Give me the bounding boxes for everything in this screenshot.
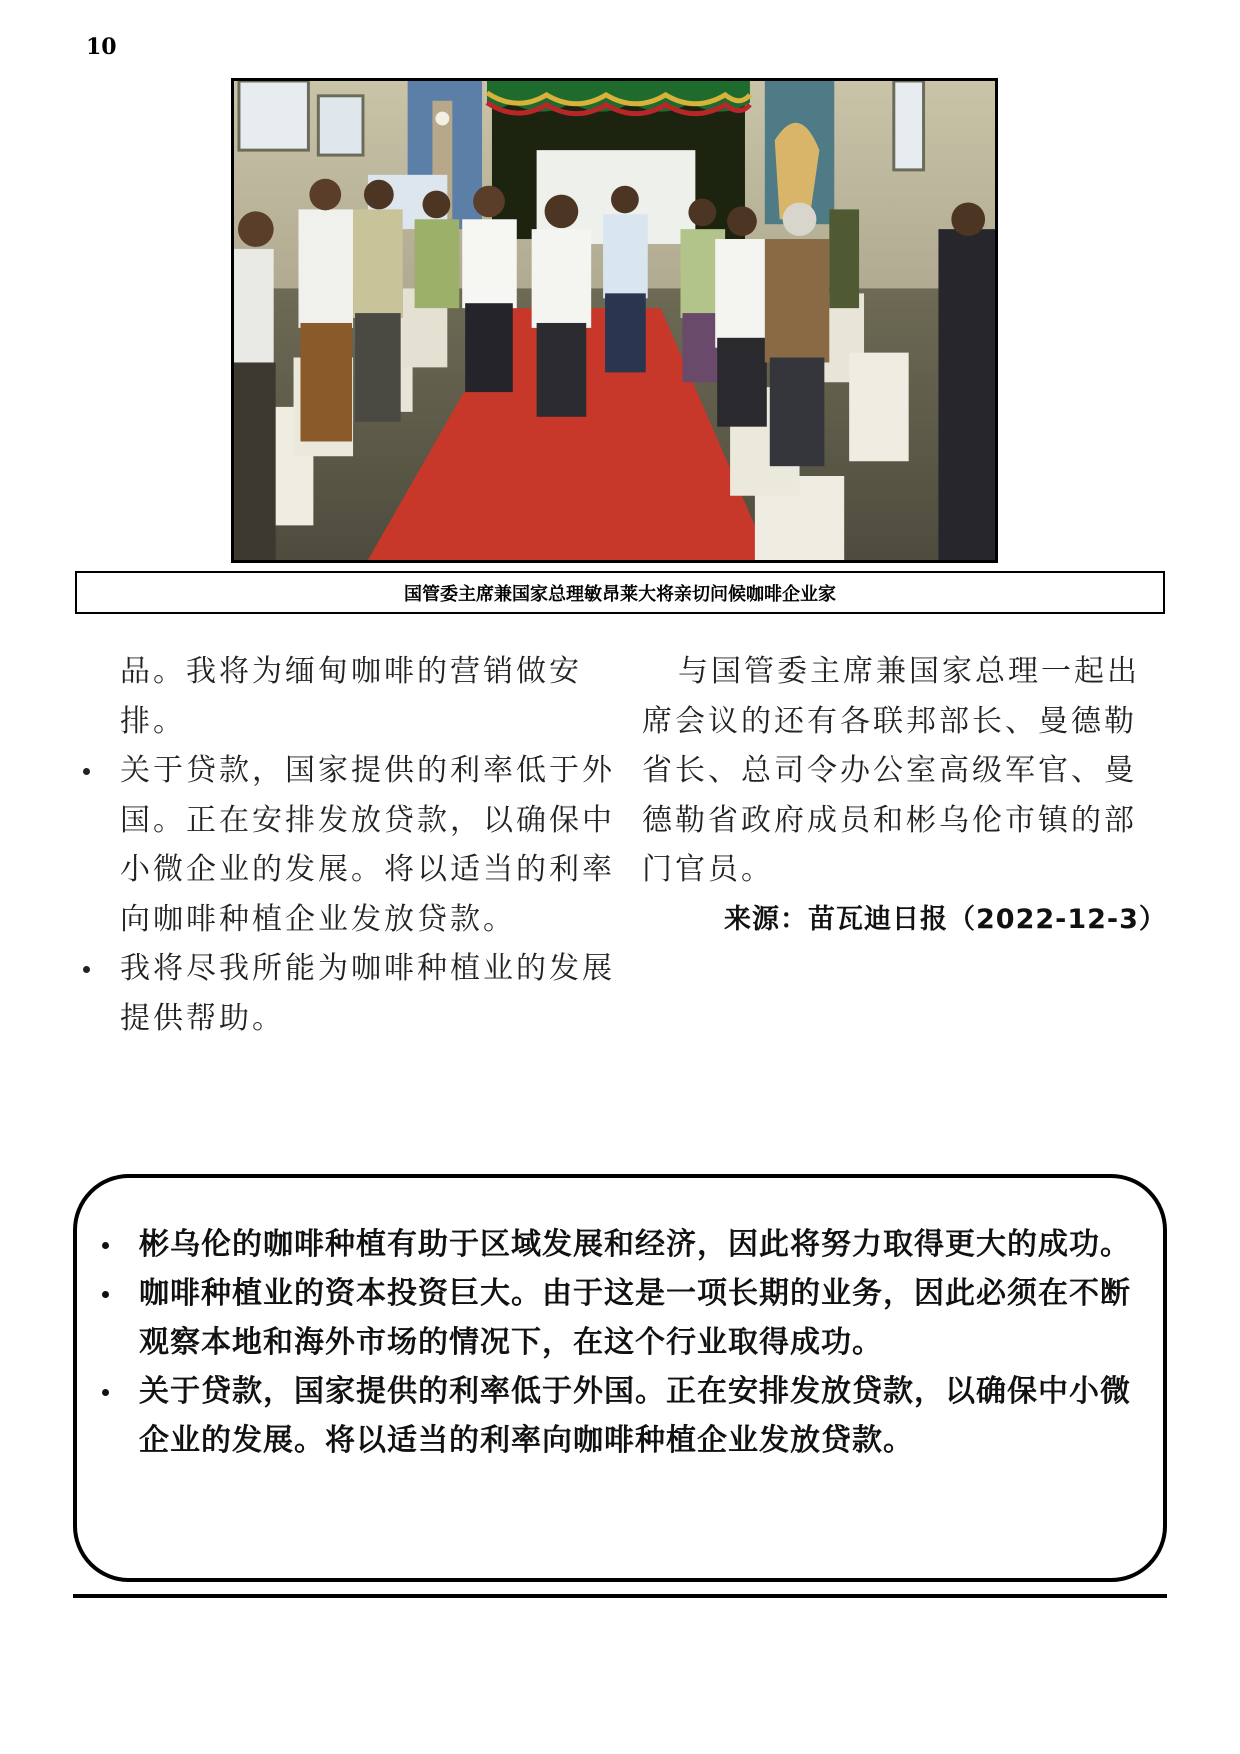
bullet-loan: 关于贷款，国家提供的利率低于外国。正在安排发放贷款，以确保中小微企业的发展。将以适当的利率向咖啡种植企业发放贷款。: [80, 746, 620, 944]
summary-item: 彬乌伦的咖啡种植有助于区域发展和经济，因此将努力取得更大的成功。: [99, 1220, 1139, 1269]
left-column: [80, 647, 620, 1043]
summary-item: 咖啡种植业的资本投资巨大。由于这是一项长期的业务，因此必须在不断观察本地和海外市场的情况下，在这个行业取得成功。: [99, 1269, 1139, 1367]
photo-caption: 国管委主席兼国家总理敏昂莱大将亲切问候咖啡企业家: [75, 571, 1165, 614]
summary-list: [77, 1178, 1163, 1465]
event-photo-illustration: [234, 81, 995, 560]
footer-rule: [73, 1594, 1167, 1598]
event-photo: [231, 78, 998, 563]
bullet-assistance: 我将尽我所能为咖啡种植业的发展提供帮助。: [80, 944, 620, 1043]
source-line: 来源：苗瓦迪日报（2022-12-3）: [724, 903, 1167, 935]
continued-paragraph: 品。我将为缅甸咖啡的营销做安排。: [120, 654, 582, 739]
attendees-paragraph: 与国管委主席兼国家总理一起出席会议的还有各联邦部长、曼德勒省长、总司令办公室高级军官、曼德勒省政府成员和彬乌伦市镇的部门官员。: [642, 654, 1140, 887]
summary-box: [73, 1174, 1167, 1582]
page-number: 10: [86, 34, 117, 60]
right-column: [642, 647, 1167, 944]
summary-item: 关于贷款，国家提供的利率低于外国。正在安排发放贷款，以确保中小微企业的发展。将以适当的利率向咖啡种植企业发放贷款。: [99, 1367, 1139, 1465]
